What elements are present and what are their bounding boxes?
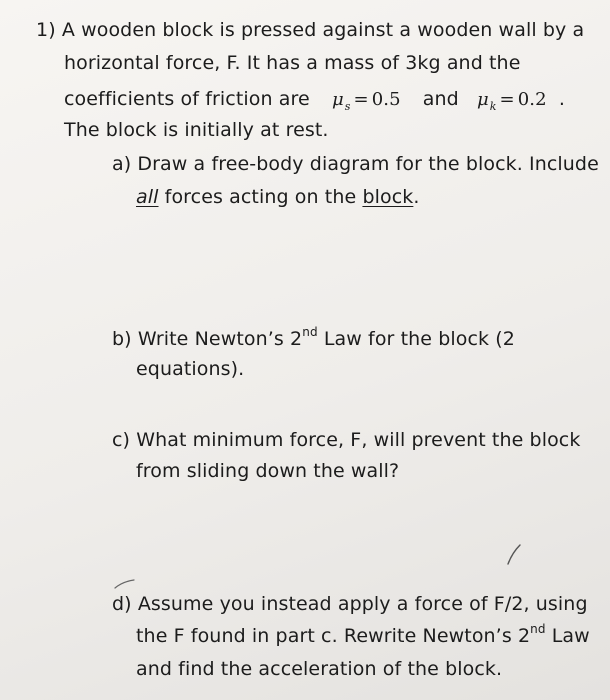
mu-s-value: 0.5 [371, 89, 401, 110]
pencil-tick-mark [112, 578, 138, 592]
all-emphasis: all [136, 186, 159, 208]
mu-k-value: 0.2 [517, 89, 547, 110]
part-a-line-2-mid: forces acting on the [158, 186, 363, 208]
part-c-line-1: c) What minimum force, F, will prevent the block [112, 429, 581, 451]
part-d-line-1: d) Assume you instead apply a force of F/2, using [112, 593, 588, 615]
problem-statement-4: The block is initially at rest. [64, 119, 329, 141]
part-d-superscript: nd [530, 621, 546, 636]
part-c-line-2: from sliding down the wall? [136, 460, 400, 482]
mu-s-expression [331, 89, 401, 113]
mu-k-equals: = [499, 89, 515, 110]
part-d-line-2-post: Law [545, 625, 590, 647]
part-d-line-3: and find the acceleration of the block. [136, 658, 503, 680]
part-d-line-2 [136, 621, 590, 648]
part-b-line-1-pre: b) Write Newton’s 2 [112, 328, 303, 350]
statement-period: . [558, 88, 565, 110]
part-b-superscript: nd [302, 324, 318, 339]
mu-s-equals: = [353, 89, 369, 110]
part-b-line-1 [112, 324, 515, 351]
part-a-line-1: a) Draw a free-body diagram for the block. Include [112, 153, 599, 175]
problem-statement-2: horizontal force, F. It has a mass of 3kg and the [64, 52, 521, 74]
problem-statement-1: A wooden block is pressed against a wooden wall by a [61, 19, 585, 41]
part-b-line-2: equations). [136, 358, 245, 380]
pencil-mark [504, 542, 524, 568]
mu-symbol-k: μ [476, 89, 489, 110]
mu-s-subscript: s [344, 100, 351, 113]
problem-line-1 [36, 18, 584, 42]
and-text: and [422, 88, 459, 110]
part-b-line-1-post: Law for the block (2 [317, 328, 515, 350]
mu-symbol: μ [331, 89, 344, 110]
problem-number: 1) [36, 19, 56, 41]
block-emphasis: block [362, 186, 414, 208]
part-d-line-2-pre: the F found in part c. Rewrite Newton’s 2 [136, 625, 531, 647]
problem-statement-3: coefficients of friction are [64, 88, 310, 110]
mu-k-subscript: k [489, 100, 497, 113]
part-a-line-2 [136, 185, 420, 209]
part-a-line-2-end: . [413, 186, 420, 208]
problem-line-3 [64, 87, 565, 114]
mu-k-expression [476, 89, 547, 113]
